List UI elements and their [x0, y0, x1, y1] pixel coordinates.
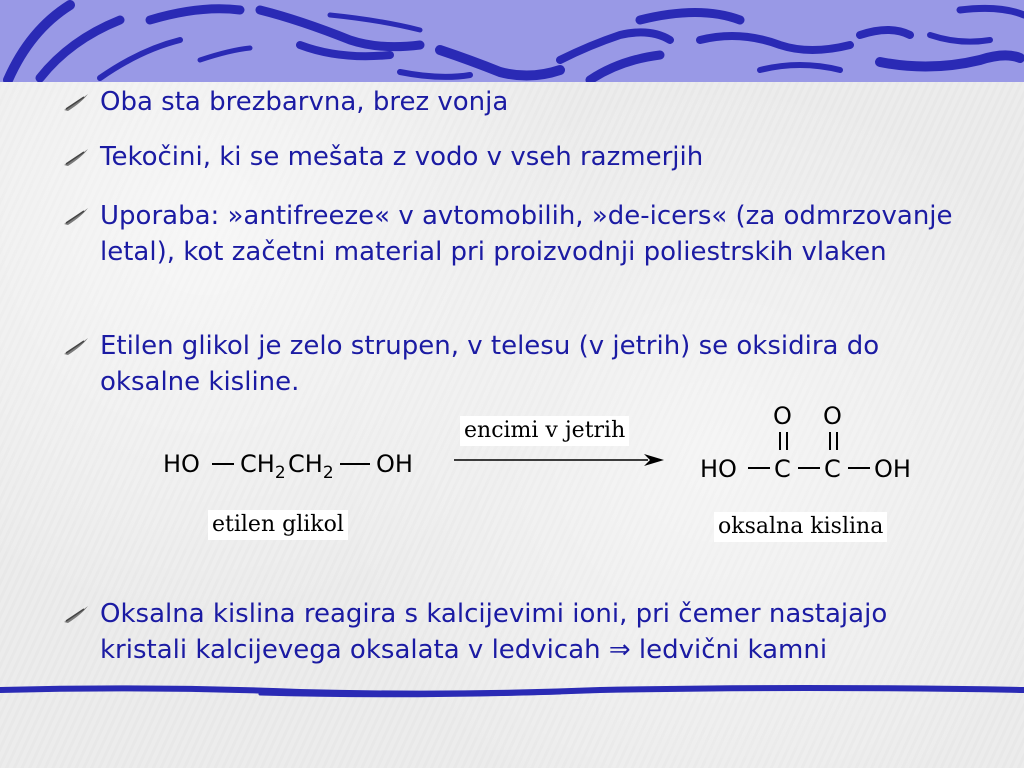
double-bond-line: [779, 432, 781, 450]
reaction-arrow-icon: [452, 450, 668, 470]
reactant-ch-2: $CH_2$: [288, 450, 334, 483]
double-bond-line: [836, 432, 838, 450]
product-c-2: C: [824, 455, 841, 483]
product-oh: OH: [874, 455, 911, 483]
reactant-oh: OH: [376, 450, 413, 478]
reactant-ho: HO: [163, 450, 200, 478]
bond-line: [748, 467, 770, 469]
double-bond-line: [786, 432, 788, 450]
product-c-1: C: [774, 455, 791, 483]
bullet-text: Oba sta brezbarvna, brez vonja: [100, 87, 509, 117]
bond-line: [212, 463, 234, 465]
bullet-text: Etilen glikol je zelo strupen, v telesu (v jetrih) se oksidira do oksalne kisline.: [100, 331, 880, 397]
product-name-label: oksalna kislina: [714, 512, 887, 542]
bullet-quill-icon: [62, 336, 92, 356]
decorative-bottom-stroke: [0, 680, 1024, 700]
bond-line: [340, 463, 370, 465]
bullet-text: Uporaba: »antifreeze« v avtomobilih, »de-icers« (za odmrzovanje letal), kot začetni material pri proizvodnji poliestrskih vlaken: [100, 201, 953, 267]
swirl-decoration: [0, 0, 1024, 82]
bullet-quill-icon: [62, 92, 92, 112]
product-o-1: O: [773, 402, 792, 430]
double-bond-line: [829, 432, 831, 450]
product-o-2: O: [823, 402, 842, 430]
bond-line: [798, 467, 820, 469]
reactant-name-label: etilen glikol: [208, 510, 348, 540]
product-ho: HO: [700, 455, 737, 483]
bullet-text: Oksalna kislina reagira s kalcijevimi ioni, pri čemer nastajajo kristali kalcijevega oksalata v ledvicah ⇒ ledvični kamni: [100, 599, 888, 665]
bullet-quill-icon: [62, 206, 92, 226]
bond-line: [848, 467, 870, 469]
arrow-condition-label: encimi v jetrih: [460, 416, 629, 446]
bullet-quill-icon: [62, 147, 92, 167]
bullet-text: Tekočini, ki se mešata z vodo v vseh razmerjih: [100, 142, 704, 172]
reactant-ch-1: $CH_2$: [240, 450, 286, 483]
bullet-quill-icon: [62, 604, 92, 624]
decorative-header-band: [0, 0, 1024, 82]
